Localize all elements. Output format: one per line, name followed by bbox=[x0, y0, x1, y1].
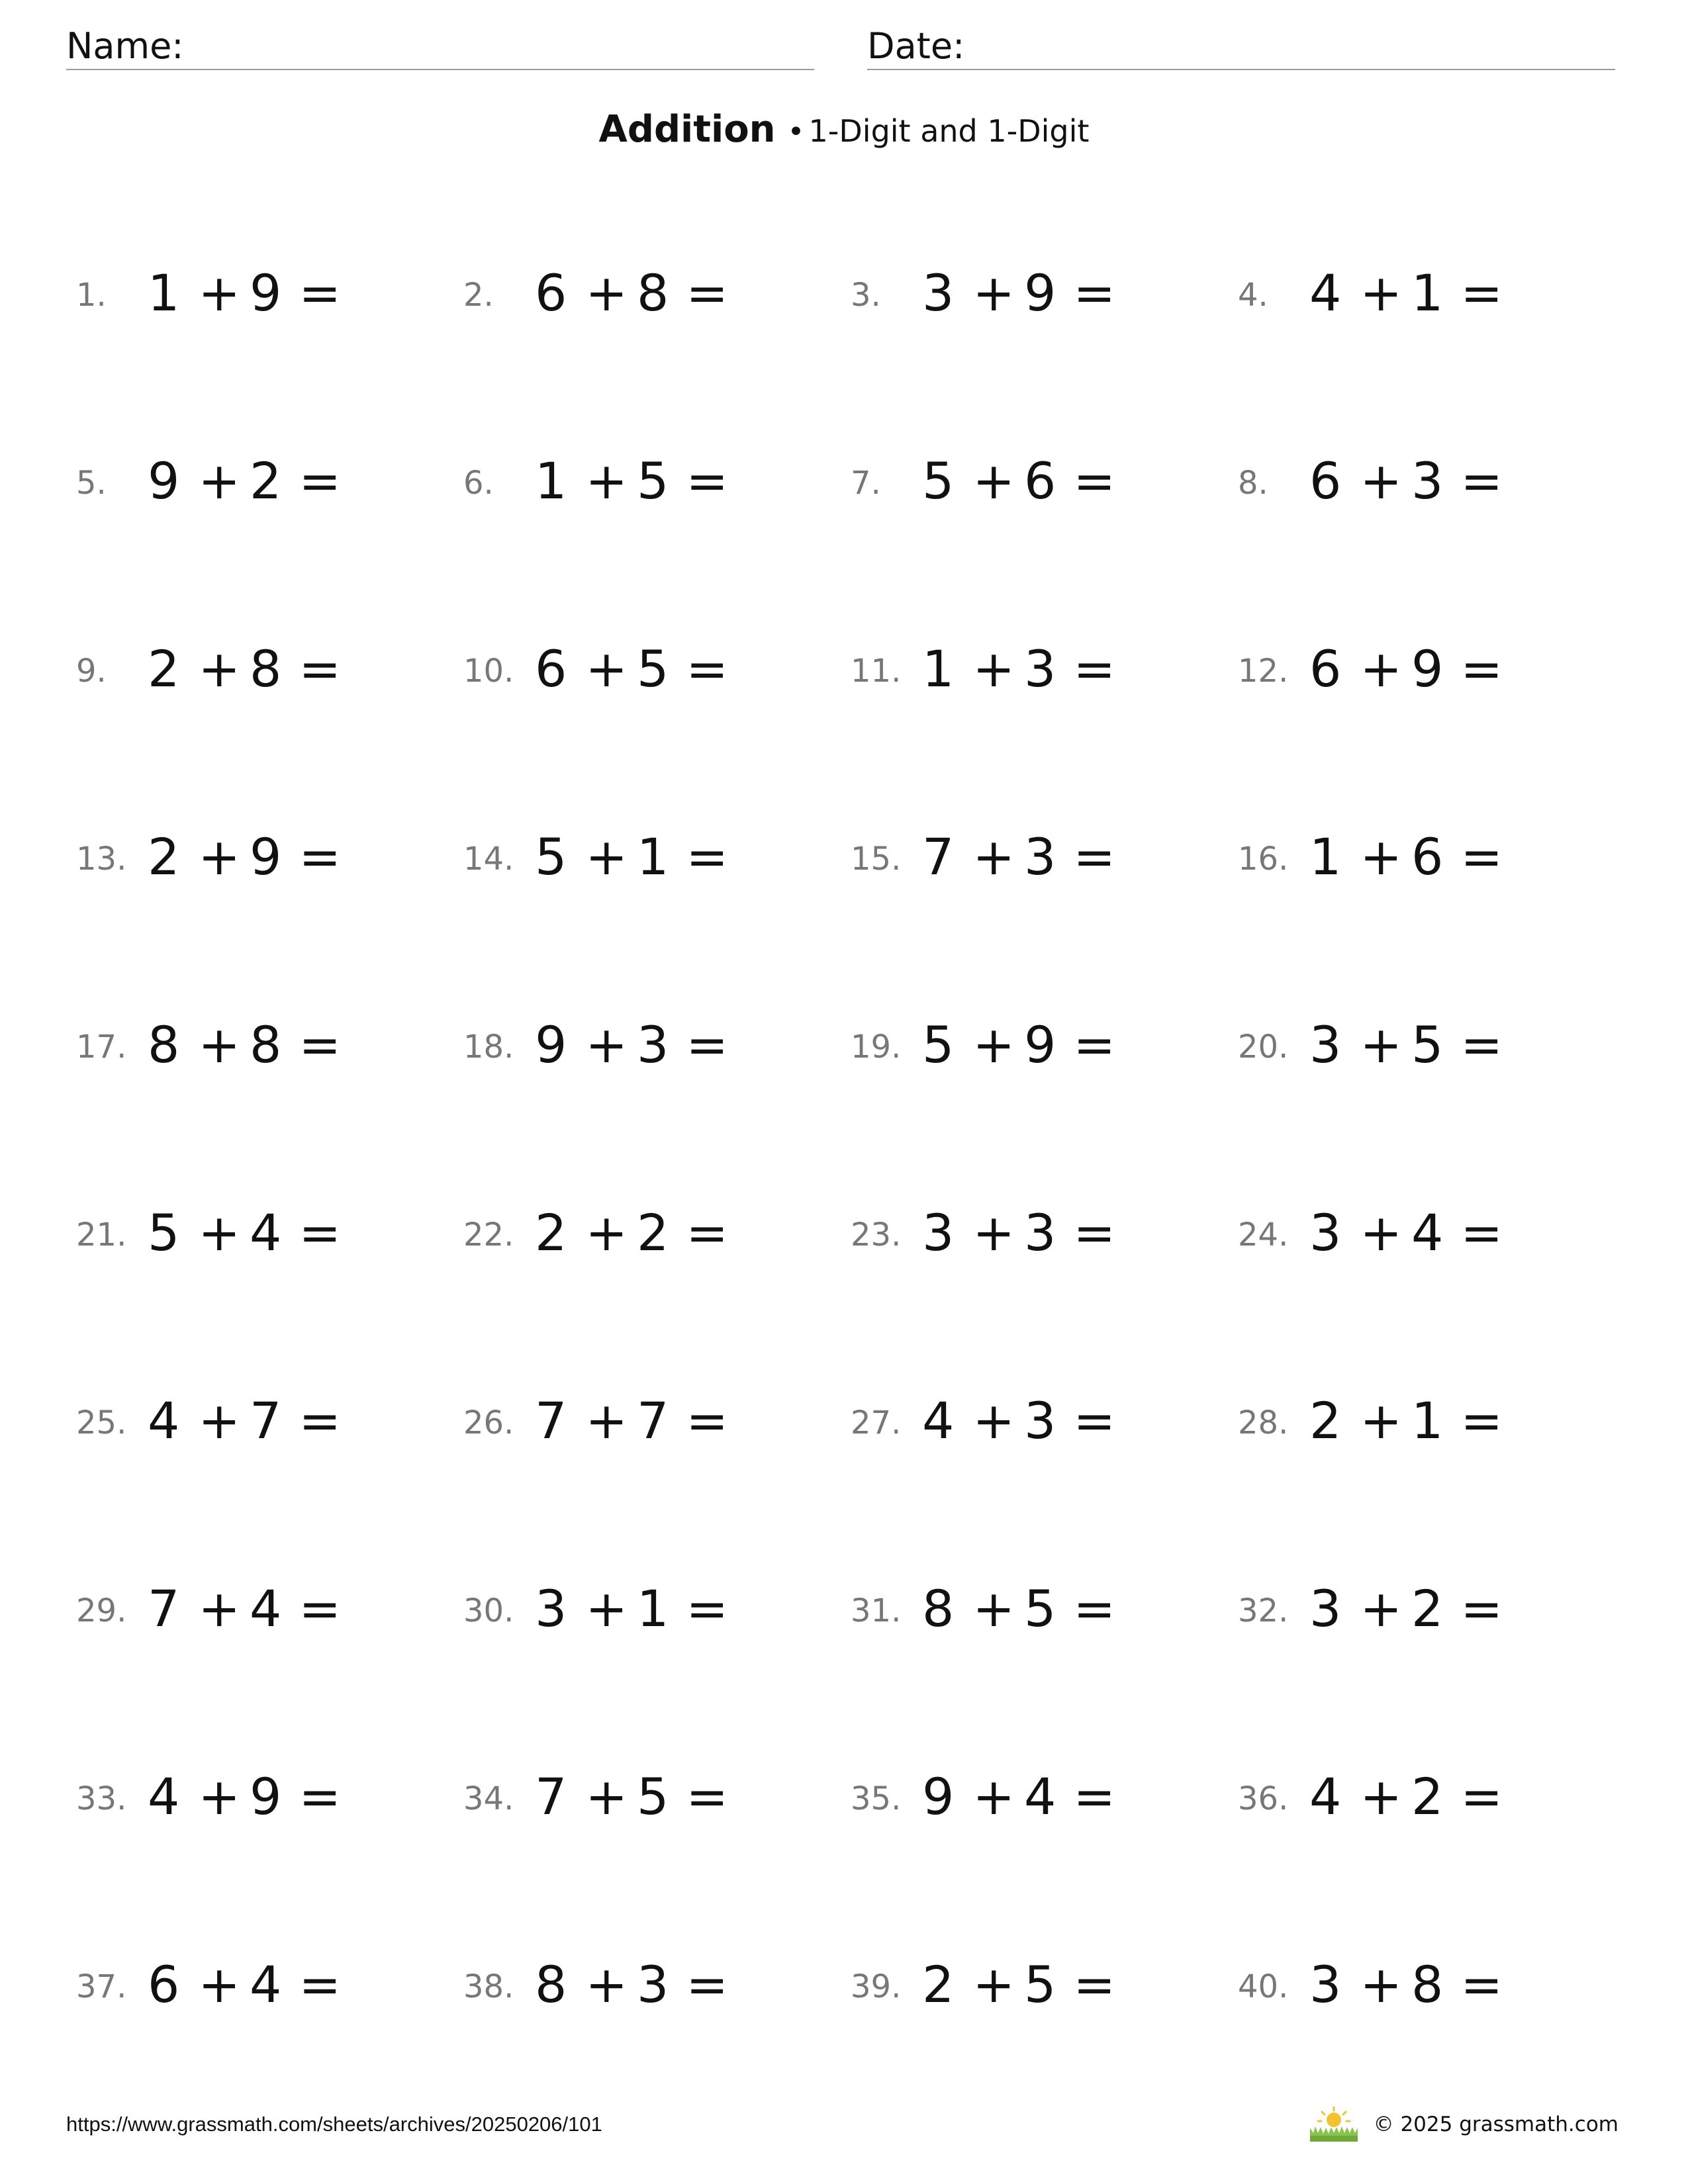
plus-operator: + bbox=[198, 1203, 241, 1262]
equals-sign: = bbox=[686, 1015, 729, 1074]
problem-expression bbox=[148, 1768, 341, 1825]
addend-a: 3 bbox=[922, 263, 955, 322]
addend-a: 8 bbox=[148, 1015, 180, 1074]
addend-b: 6 bbox=[1024, 451, 1056, 510]
problem-number: 4. bbox=[1238, 277, 1268, 314]
problem-number: 36. bbox=[1238, 1780, 1289, 1817]
problem-expression bbox=[535, 1956, 728, 2013]
problem-expression bbox=[1309, 265, 1503, 322]
equals-sign: = bbox=[1460, 451, 1503, 510]
problem-expression bbox=[535, 1768, 728, 1825]
plus-operator: + bbox=[585, 1015, 628, 1074]
addend-b: 1 bbox=[637, 1579, 669, 1638]
grass-sun-logo-icon bbox=[1309, 2107, 1359, 2142]
problem-number: 27. bbox=[851, 1404, 902, 1441]
plus-operator: + bbox=[1360, 827, 1403, 886]
equals-sign: = bbox=[299, 639, 342, 698]
equals-sign: = bbox=[299, 263, 342, 322]
plus-operator: + bbox=[198, 639, 241, 698]
problem-expression bbox=[1309, 1768, 1503, 1825]
addend-b: 9 bbox=[1024, 263, 1056, 322]
equals-sign: = bbox=[299, 1203, 342, 1262]
problem-expression bbox=[148, 1017, 341, 1073]
equals-sign: = bbox=[1073, 1391, 1116, 1450]
plus-operator: + bbox=[972, 827, 1015, 886]
addend-b: 4 bbox=[1411, 1203, 1444, 1262]
addend-a: 3 bbox=[1309, 1579, 1342, 1638]
problem-expression bbox=[535, 1580, 728, 1637]
equals-sign: = bbox=[1460, 1955, 1503, 2014]
addend-b: 3 bbox=[1024, 639, 1056, 698]
problem-expression bbox=[535, 1017, 728, 1073]
problem-expression bbox=[148, 453, 341, 510]
plus-operator: + bbox=[1360, 451, 1403, 510]
problem-number: 28. bbox=[1238, 1404, 1289, 1441]
equals-sign: = bbox=[1073, 827, 1116, 886]
plus-operator: + bbox=[585, 263, 628, 322]
addend-b: 3 bbox=[1024, 827, 1056, 886]
plus-operator: + bbox=[972, 1015, 1015, 1074]
addend-a: 3 bbox=[535, 1579, 567, 1638]
footer-brand bbox=[1309, 2105, 1618, 2144]
addend-a: 9 bbox=[148, 451, 180, 510]
problem-expression bbox=[1309, 829, 1503, 886]
plus-operator: + bbox=[972, 1391, 1015, 1450]
plus-operator: + bbox=[1360, 1391, 1403, 1450]
problem-expression bbox=[148, 641, 341, 698]
addend-b: 9 bbox=[250, 263, 282, 322]
problem-expression bbox=[922, 453, 1115, 510]
plus-operator: + bbox=[1360, 1203, 1403, 1262]
plus-operator: + bbox=[585, 1955, 628, 2014]
addend-a: 4 bbox=[1309, 1767, 1342, 1826]
addend-b: 9 bbox=[1024, 1015, 1056, 1074]
plus-operator: + bbox=[1360, 1767, 1403, 1826]
name-label: Name: bbox=[66, 25, 184, 67]
addend-a: 6 bbox=[1309, 451, 1342, 510]
problem-expression bbox=[148, 1580, 341, 1637]
plus-operator: + bbox=[1360, 263, 1403, 322]
equals-sign: = bbox=[1073, 639, 1116, 698]
addend-a: 9 bbox=[535, 1015, 567, 1074]
plus-operator: + bbox=[1360, 1955, 1403, 2014]
problem-number: 39. bbox=[851, 1968, 902, 2005]
problem-number: 26. bbox=[463, 1404, 514, 1441]
problem-expression bbox=[1309, 1205, 1503, 1261]
problem-expression bbox=[922, 829, 1115, 886]
addend-b: 4 bbox=[1024, 1767, 1056, 1826]
problem-number: 31. bbox=[851, 1592, 902, 1629]
addend-a: 3 bbox=[1309, 1203, 1342, 1262]
equals-sign: = bbox=[299, 1015, 342, 1074]
addend-b: 7 bbox=[250, 1391, 282, 1450]
problem-number: 5. bbox=[76, 465, 107, 502]
equals-sign: = bbox=[686, 1955, 729, 2014]
addend-b: 5 bbox=[1411, 1015, 1444, 1074]
addend-b: 7 bbox=[637, 1391, 669, 1450]
problem-number: 19. bbox=[851, 1028, 902, 1066]
plus-operator: + bbox=[198, 451, 241, 510]
addend-a: 5 bbox=[148, 1203, 180, 1262]
addend-a: 6 bbox=[535, 263, 567, 322]
problem-expression bbox=[922, 1205, 1115, 1261]
problem-number: 3. bbox=[851, 277, 881, 314]
equals-sign: = bbox=[1460, 827, 1503, 886]
date-label: Date: bbox=[867, 25, 965, 67]
equals-sign: = bbox=[1460, 1203, 1503, 1262]
addend-a: 6 bbox=[535, 639, 567, 698]
addend-b: 5 bbox=[637, 1767, 669, 1826]
problem-number: 24. bbox=[1238, 1216, 1289, 1253]
equals-sign: = bbox=[299, 1767, 342, 1826]
equals-sign: = bbox=[1460, 1015, 1503, 1074]
plus-operator: + bbox=[1360, 1579, 1403, 1638]
plus-operator: + bbox=[972, 1579, 1015, 1638]
addend-b: 8 bbox=[1411, 1955, 1444, 2014]
equals-sign: = bbox=[1073, 451, 1116, 510]
equals-sign: = bbox=[299, 451, 342, 510]
plus-operator: + bbox=[585, 1391, 628, 1450]
addend-b: 2 bbox=[250, 451, 282, 510]
title-separator: • bbox=[787, 115, 805, 149]
addend-a: 2 bbox=[148, 639, 180, 698]
addend-b: 3 bbox=[1411, 451, 1444, 510]
addend-a: 7 bbox=[922, 827, 955, 886]
addend-b: 3 bbox=[1024, 1203, 1056, 1262]
problem-expression bbox=[1309, 1017, 1503, 1073]
problem-number: 2. bbox=[463, 277, 494, 314]
equals-sign: = bbox=[1073, 1579, 1116, 1638]
plus-operator: + bbox=[972, 639, 1015, 698]
problem-number: 11. bbox=[851, 653, 902, 690]
addend-b: 2 bbox=[1411, 1767, 1444, 1826]
addend-a: 1 bbox=[535, 451, 567, 510]
addend-a: 1 bbox=[1309, 827, 1342, 886]
title-main: Addition bbox=[598, 108, 776, 151]
addend-b: 3 bbox=[637, 1015, 669, 1074]
addend-b: 5 bbox=[1024, 1579, 1056, 1638]
plus-operator: + bbox=[972, 1767, 1015, 1826]
problem-number: 21. bbox=[76, 1216, 127, 1253]
plus-operator: + bbox=[585, 639, 628, 698]
equals-sign: = bbox=[1073, 1767, 1116, 1826]
problem-number: 14. bbox=[463, 841, 514, 878]
problem-number: 15. bbox=[851, 841, 902, 878]
problem-number: 9. bbox=[76, 653, 107, 690]
plus-operator: + bbox=[198, 1015, 241, 1074]
problem-expression bbox=[535, 641, 728, 698]
problem-number: 40. bbox=[1238, 1968, 1289, 2005]
addend-b: 3 bbox=[637, 1955, 669, 2014]
plus-operator: + bbox=[585, 1203, 628, 1262]
plus-operator: + bbox=[972, 1203, 1015, 1262]
problem-expression bbox=[922, 1768, 1115, 1825]
addend-a: 7 bbox=[535, 1391, 567, 1450]
equals-sign: = bbox=[1460, 1767, 1503, 1826]
plus-operator: + bbox=[1360, 639, 1403, 698]
name-field[interactable] bbox=[66, 25, 814, 70]
addend-a: 7 bbox=[148, 1579, 180, 1638]
addend-a: 6 bbox=[148, 1955, 180, 2014]
equals-sign: = bbox=[686, 1203, 729, 1262]
addend-a: 2 bbox=[535, 1203, 567, 1262]
addend-a: 3 bbox=[1309, 1955, 1342, 2014]
problem-number: 16. bbox=[1238, 841, 1289, 878]
addend-b: 8 bbox=[250, 639, 282, 698]
addend-b: 9 bbox=[250, 827, 282, 886]
addend-a: 4 bbox=[148, 1391, 180, 1450]
addend-a: 3 bbox=[1309, 1015, 1342, 1074]
plus-operator: + bbox=[585, 451, 628, 510]
plus-operator: + bbox=[972, 263, 1015, 322]
equals-sign: = bbox=[686, 1391, 729, 1450]
equals-sign: = bbox=[299, 827, 342, 886]
addend-a: 4 bbox=[1309, 263, 1342, 322]
equals-sign: = bbox=[686, 827, 729, 886]
addend-a: 6 bbox=[1309, 639, 1342, 698]
problem-number: 20. bbox=[1238, 1028, 1289, 1066]
problem-expression bbox=[1309, 1392, 1503, 1449]
equals-sign: = bbox=[686, 263, 729, 322]
equals-sign: = bbox=[686, 1767, 729, 1826]
addend-b: 1 bbox=[1411, 263, 1444, 322]
addend-b: 4 bbox=[250, 1579, 282, 1638]
addend-b: 8 bbox=[250, 1015, 282, 1074]
problem-number: 32. bbox=[1238, 1592, 1289, 1629]
addend-a: 7 bbox=[535, 1767, 567, 1826]
copyright-text: © 2025 grassmath.com bbox=[1373, 2113, 1618, 2136]
addend-a: 2 bbox=[922, 1955, 955, 2014]
problem-expression bbox=[922, 641, 1115, 698]
problem-number: 18. bbox=[463, 1028, 514, 1066]
plus-operator: + bbox=[972, 1955, 1015, 2014]
equals-sign: = bbox=[1073, 1015, 1116, 1074]
problem-expression bbox=[1309, 1956, 1503, 2013]
equals-sign: = bbox=[1073, 1955, 1116, 2014]
problem-expression bbox=[1309, 1580, 1503, 1637]
plus-operator: + bbox=[585, 827, 628, 886]
problem-number: 13. bbox=[76, 841, 127, 878]
problem-expression bbox=[535, 453, 728, 510]
addend-a: 5 bbox=[922, 1015, 955, 1074]
equals-sign: = bbox=[1073, 263, 1116, 322]
problem-expression bbox=[148, 1392, 341, 1449]
problem-number: 1. bbox=[76, 277, 107, 314]
problem-expression bbox=[922, 1580, 1115, 1637]
problem-number: 38. bbox=[463, 1968, 514, 2005]
date-field[interactable] bbox=[867, 25, 1615, 70]
addend-b: 8 bbox=[637, 263, 669, 322]
problem-number: 12. bbox=[1238, 653, 1289, 690]
plus-operator: + bbox=[585, 1767, 628, 1826]
worksheet-title bbox=[0, 106, 1688, 156]
plus-operator: + bbox=[198, 1391, 241, 1450]
problem-expression bbox=[148, 1956, 341, 2013]
addend-a: 1 bbox=[148, 263, 180, 322]
problem-number: 33. bbox=[76, 1780, 127, 1817]
problem-number: 8. bbox=[1238, 465, 1268, 502]
addend-a: 3 bbox=[922, 1203, 955, 1262]
addend-a: 1 bbox=[922, 639, 955, 698]
problem-number: 7. bbox=[851, 465, 881, 502]
problem-expression bbox=[535, 265, 728, 322]
addend-b: 3 bbox=[1024, 1391, 1056, 1450]
equals-sign: = bbox=[686, 639, 729, 698]
problem-expression bbox=[922, 265, 1115, 322]
addend-a: 4 bbox=[922, 1391, 955, 1450]
problem-expression bbox=[148, 1205, 341, 1261]
addend-a: 5 bbox=[535, 827, 567, 886]
equals-sign: = bbox=[299, 1391, 342, 1450]
problem-expression bbox=[1309, 453, 1503, 510]
addend-a: 4 bbox=[148, 1767, 180, 1826]
problem-expression bbox=[535, 1392, 728, 1449]
problem-number: 10. bbox=[463, 653, 514, 690]
equals-sign: = bbox=[1460, 1579, 1503, 1638]
problem-grid bbox=[76, 245, 1632, 2124]
problem-number: 37. bbox=[76, 1968, 127, 2005]
addend-b: 1 bbox=[1411, 1391, 1444, 1450]
problem-number: 25. bbox=[76, 1404, 127, 1441]
problem-number: 35. bbox=[851, 1780, 902, 1817]
equals-sign: = bbox=[686, 451, 729, 510]
equals-sign: = bbox=[299, 1955, 342, 2014]
equals-sign: = bbox=[1460, 263, 1503, 322]
addend-b: 4 bbox=[250, 1955, 282, 2014]
addend-b: 5 bbox=[637, 639, 669, 698]
equals-sign: = bbox=[1460, 1391, 1503, 1450]
addend-b: 5 bbox=[637, 451, 669, 510]
plus-operator: + bbox=[972, 451, 1015, 510]
equals-sign: = bbox=[1073, 1203, 1116, 1262]
problem-expression bbox=[535, 829, 728, 886]
problem-expression bbox=[922, 1392, 1115, 1449]
equals-sign: = bbox=[299, 1579, 342, 1638]
addend-a: 2 bbox=[1309, 1391, 1342, 1450]
plus-operator: + bbox=[198, 1579, 241, 1638]
footer-url: https://www.grassmath.com/sheets/archives/20250206/101 bbox=[66, 2113, 602, 2136]
equals-sign: = bbox=[1460, 639, 1503, 698]
plus-operator: + bbox=[198, 1767, 241, 1826]
plus-operator: + bbox=[198, 263, 241, 322]
problem-expression bbox=[148, 265, 341, 322]
problem-expression bbox=[535, 1205, 728, 1261]
problem-expression bbox=[1309, 641, 1503, 698]
addend-a: 2 bbox=[148, 827, 180, 886]
problem-number: 23. bbox=[851, 1216, 902, 1253]
addend-b: 5 bbox=[1024, 1955, 1056, 2014]
title-subtitle: 1-Digit and 1-Digit bbox=[808, 113, 1090, 149]
addend-a: 9 bbox=[922, 1767, 955, 1826]
plus-operator: + bbox=[198, 1955, 241, 2014]
addend-b: 4 bbox=[250, 1203, 282, 1262]
problem-number: 6. bbox=[463, 465, 494, 502]
plus-operator: + bbox=[585, 1579, 628, 1638]
addend-b: 2 bbox=[1411, 1579, 1444, 1638]
addend-b: 2 bbox=[637, 1203, 669, 1262]
problem-number: 22. bbox=[463, 1216, 514, 1253]
problem-number: 29. bbox=[76, 1592, 127, 1629]
addend-b: 9 bbox=[1411, 639, 1444, 698]
plus-operator: + bbox=[1360, 1015, 1403, 1074]
addend-a: 8 bbox=[535, 1955, 567, 2014]
problem-expression bbox=[922, 1017, 1115, 1073]
problem-number: 30. bbox=[463, 1592, 514, 1629]
problem-expression bbox=[148, 829, 341, 886]
addend-b: 1 bbox=[637, 827, 669, 886]
problem-expression bbox=[922, 1956, 1115, 2013]
problem-number: 17. bbox=[76, 1028, 127, 1066]
plus-operator: + bbox=[198, 827, 241, 886]
addend-a: 5 bbox=[922, 451, 955, 510]
addend-b: 6 bbox=[1411, 827, 1444, 886]
problem-number: 34. bbox=[463, 1780, 514, 1817]
addend-b: 9 bbox=[250, 1767, 282, 1826]
equals-sign: = bbox=[686, 1579, 729, 1638]
addend-a: 8 bbox=[922, 1579, 955, 1638]
